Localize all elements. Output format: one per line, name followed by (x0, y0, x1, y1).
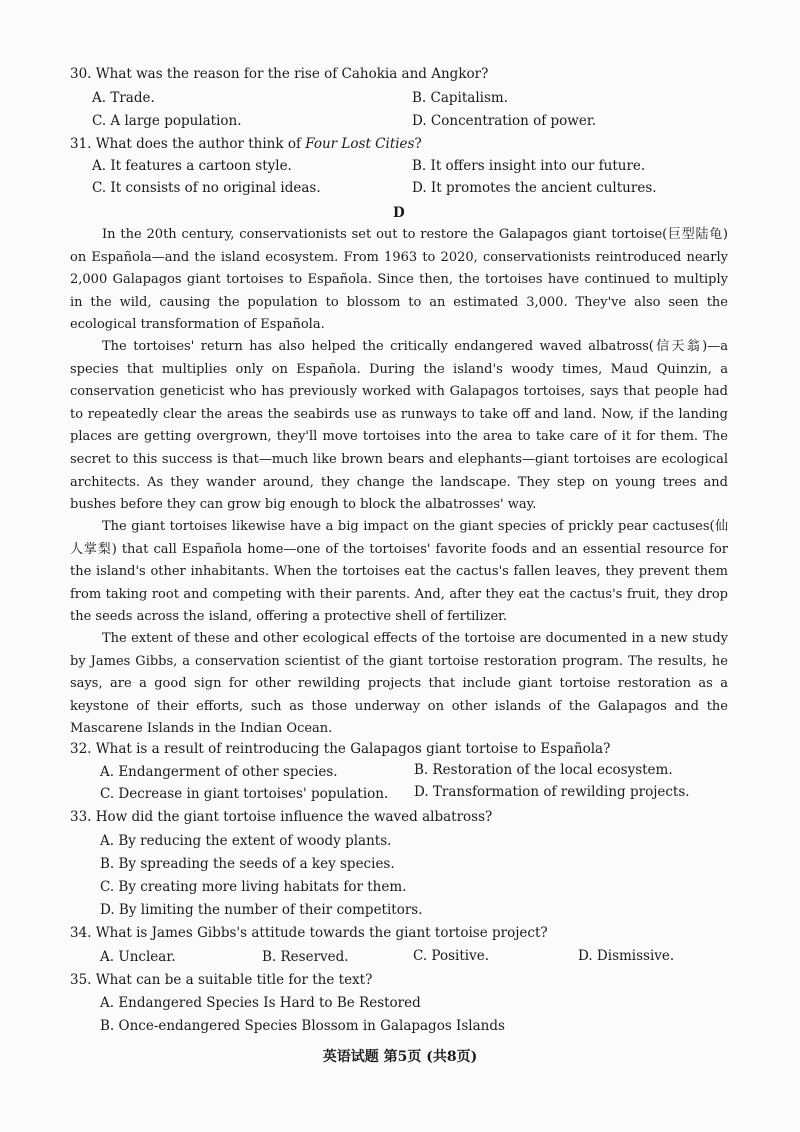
question-35-stem: 35. What can be a suitable title for the text? (70, 972, 373, 988)
q33-option-c: C. By creating more living habitats for them. (100, 879, 407, 895)
q33-option-a: A. By reducing the extent of woody plants. (100, 833, 392, 849)
q32-option-a: A. Endangerment of other species. (100, 764, 338, 780)
question-34-stem: 34. What is James Gibbs's attitude towards the giant tortoise project? (70, 925, 548, 941)
section-heading: D (393, 205, 405, 221)
q30-option-c: C. A large population. (92, 113, 242, 129)
question-30-stem: 30. What was the reason for the rise of Cahokia and Angkor? (70, 66, 489, 82)
q32-option-d: D. Transformation of rewilding projects. (414, 784, 690, 800)
q34-option-c: C. Positive. (413, 948, 489, 964)
q31-option-a: A. It features a cartoon style. (92, 158, 292, 174)
q31-stem-suffix: ? (414, 136, 422, 152)
passage-paragraph-4: The extent of these and other ecological effects of the tortoise are documented in a new study by James Gibbs, a conservation scientist of the giant tortoise restoration program. The results, he says, are a good sign for other rewilding projects that include giant tortoise restoration as a keystone of their efforts, such as those underway on other islands of the Galapagos and the Mascarene Islands in the Indian Ocean. (70, 631, 728, 737)
question-33-stem: 33. How did the giant tortoise influence the waved albatross? (70, 809, 493, 825)
q34-option-b: B. Reserved. (262, 949, 349, 965)
q30-option-b: B. Capitalism. (412, 90, 508, 106)
q35-option-b: B. Once-endangered Species Blossom in Galapagos Islands (100, 1018, 505, 1034)
q35-option-a: A. Endangered Species Is Hard to Be Restored (100, 995, 421, 1011)
question-31-stem (70, 136, 422, 152)
q32-option-b: B. Restoration of the local ecosystem. (414, 762, 673, 778)
page-footer: 英语试题 第5页 (共8页) (322, 1049, 478, 1065)
q31-option-d: D. It promotes the ancient cultures. (412, 180, 657, 196)
q34-option-a: A. Unclear. (100, 949, 176, 965)
q31-stem-prefix: 31. What does the author think of (70, 136, 306, 152)
passage-paragraph-1: In the 20th century, conservationists set out to restore the Galapagos giant tortoise(巨型陆龟) on Española—and the island ecosystem. From 1963 to 2020, conservationists reintroduced nearly 2,000 Galapagos giant tortoises to Española. Since then, the tortoises have continued to multiply in the wild, causing the population to blossom to an estimated 3,000. They've also seen the ecological transformation of Española. (70, 227, 728, 333)
q31-option-c: C. It consists of no original ideas. (92, 180, 321, 196)
q32-option-c: C. Decrease in giant tortoises' population. (100, 786, 389, 802)
q30-option-a: A. Trade. (92, 90, 155, 106)
passage-paragraph-2: The tortoises' return has also helped the critically endangered waved albatross(信天翁)—a species that multiplies only on Española. During the island's woody times, Maud Quinzin, a conservation geneticist who has previously worked with Galapagos tortoises, says that people had to repeatedly clear the areas the seabirds use as runways to take off and land. Now, if the landing places are getting overgrown, they'll move tortoises into the area to take care of it for them. The secret to this success is that—much like brown bears and elephants—giant tortoises are ecological architects. As they wander around, they change the landscape. They step on young trees and bushes before they can grow big enough to block the albatrosses' way. (70, 339, 728, 513)
q31-option-b: B. It offers insight into our future. (412, 158, 646, 174)
question-32-stem: 32. What is a result of reintroducing the Galapagos giant tortoise to Española? (70, 741, 611, 757)
q30-option-d: D. Concentration of power. (412, 113, 597, 129)
passage-paragraph-3: The giant tortoises likewise have a big impact on the giant species of prickly pear cactuses(仙人掌梨) that call Española home—one of the tortoises' favorite foods and an essential resource for the island's other inhabitants. When the tortoises eat the cactus's fallen leaves, they prevent them from taking root and competing with their parents. And, after they eat the cactus's fruit, they drop the seeds across the island, offering a protective shell of fertilizer. (70, 519, 728, 625)
q34-option-d: D. Dismissive. (578, 948, 675, 964)
q31-book-title: Four Lost Cities (305, 136, 415, 152)
q33-option-b: B. By spreading the seeds of a key species. (100, 856, 395, 872)
q33-option-d: D. By limiting the number of their competitors. (100, 902, 423, 918)
